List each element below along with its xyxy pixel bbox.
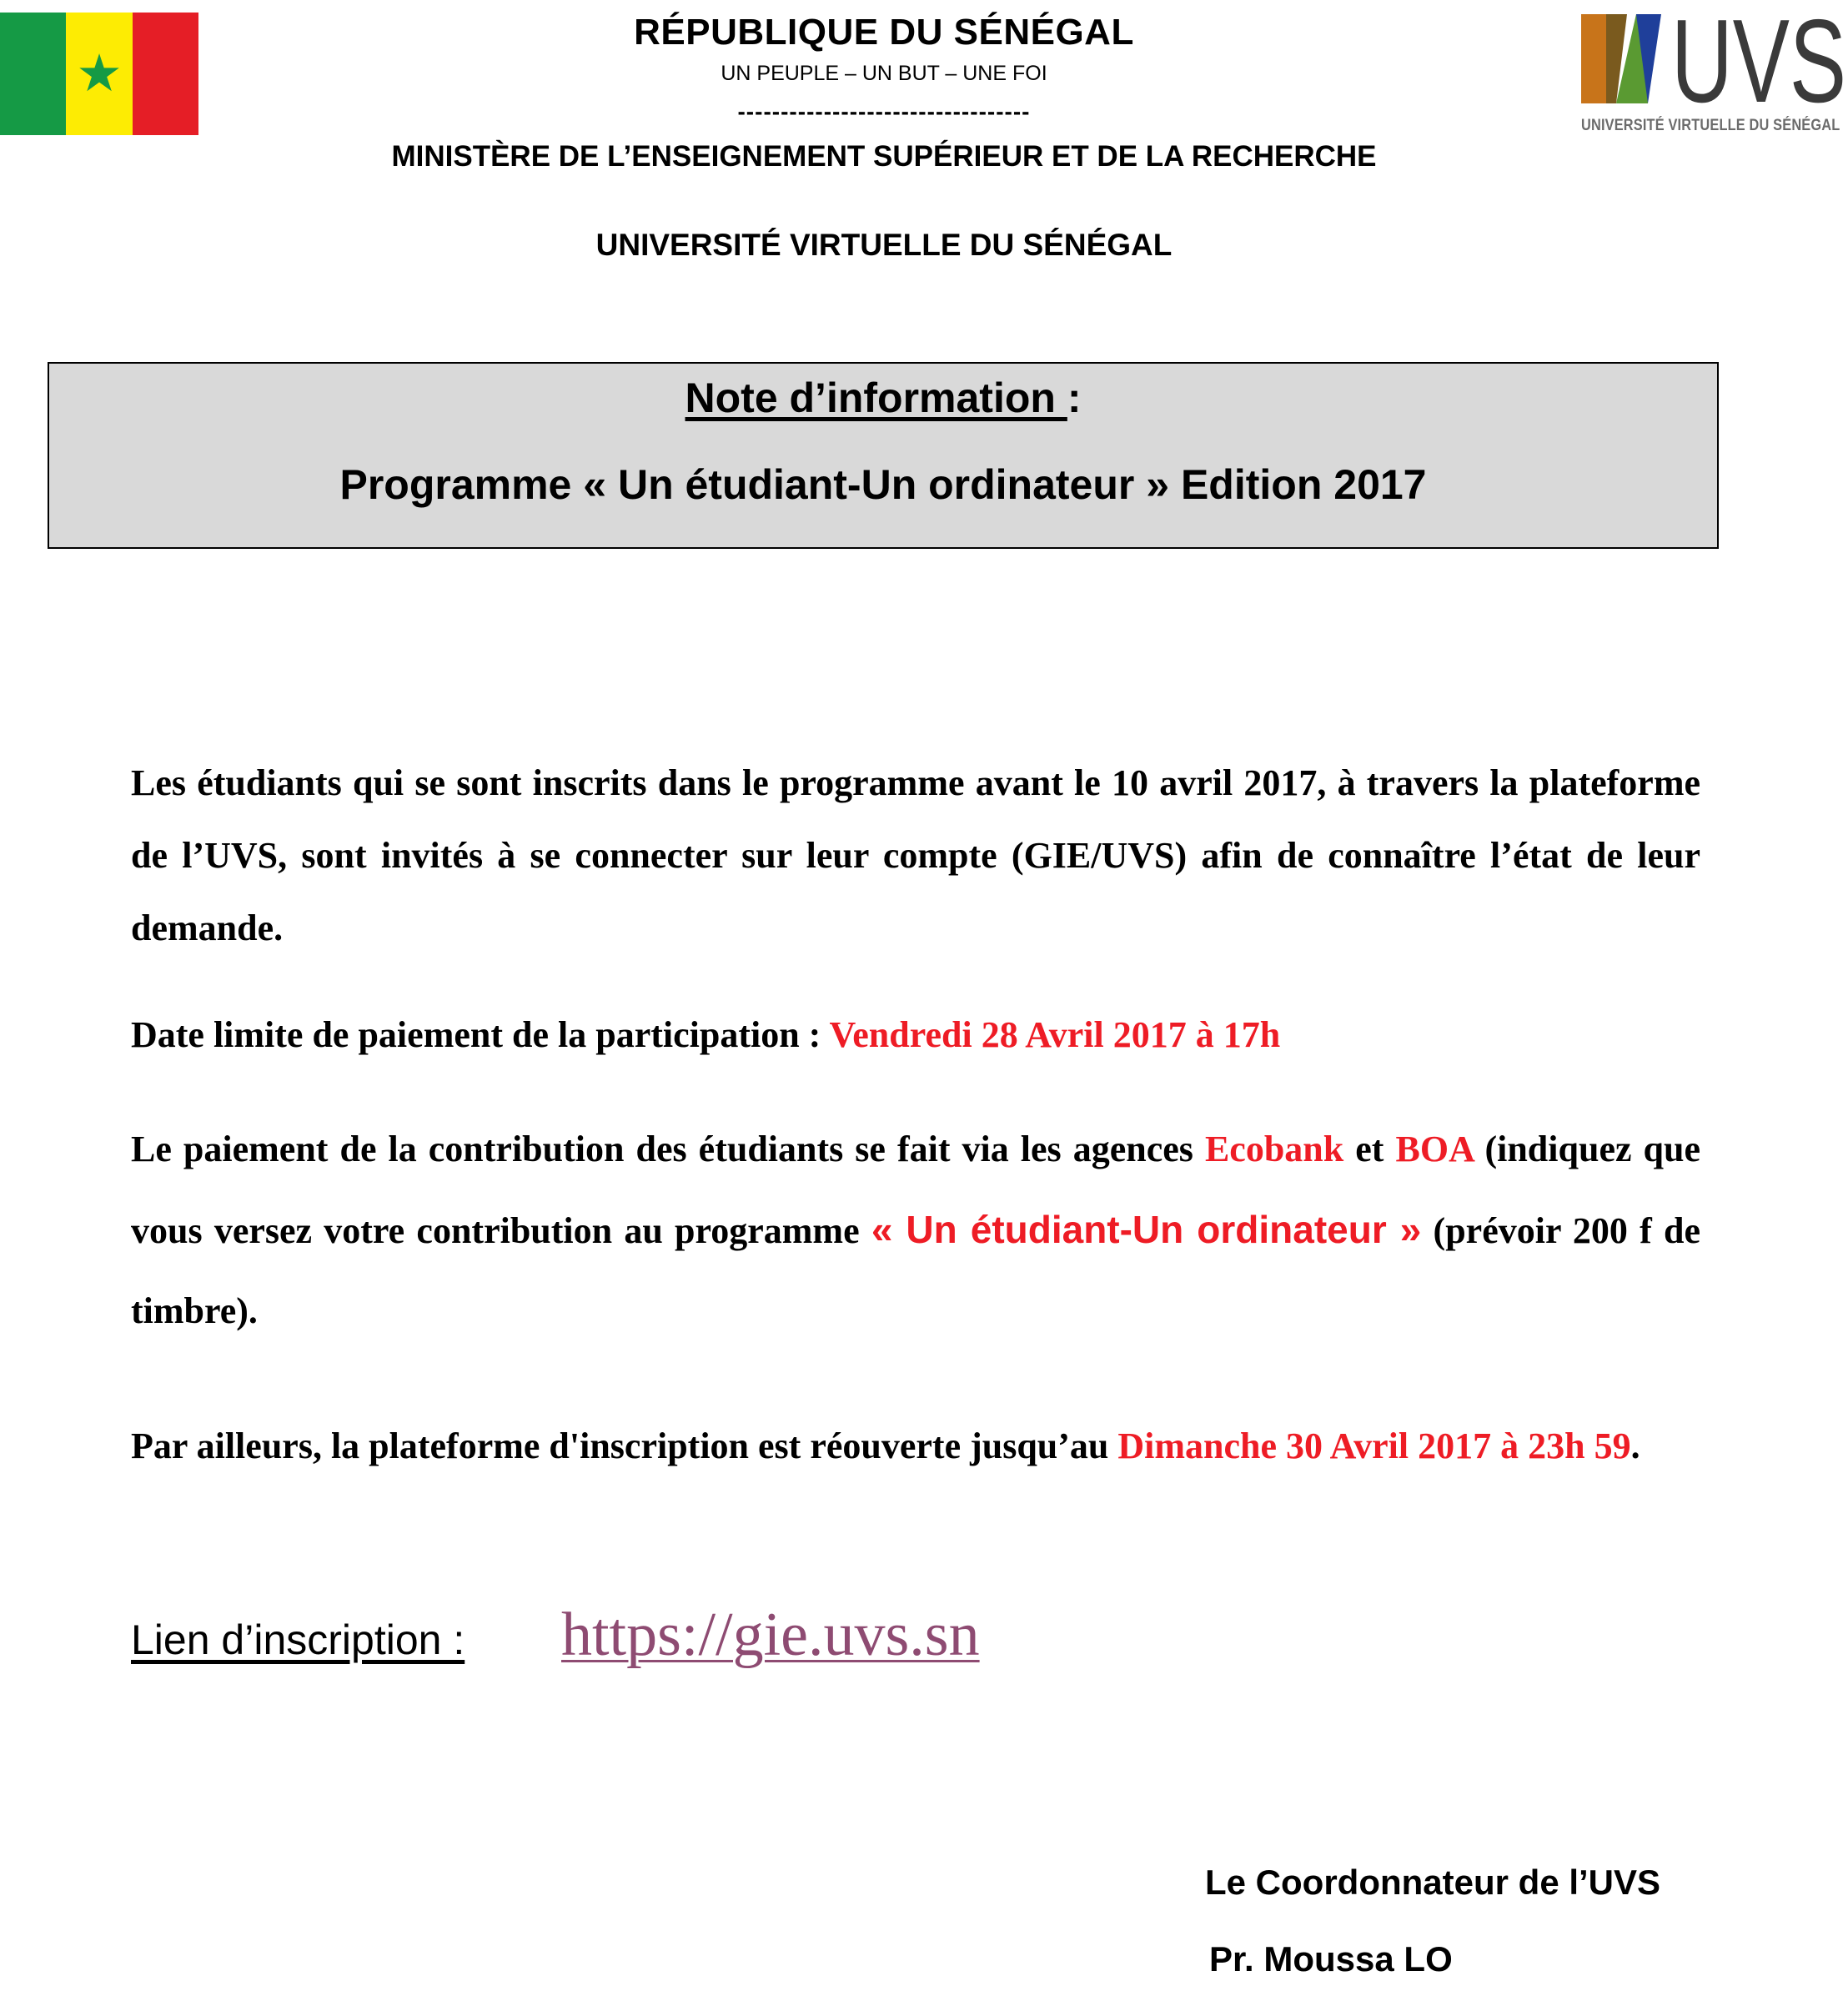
deadline-label: Date limite de paiement de la participation : <box>131 1014 830 1055</box>
national-motto: UN PEUPLE – UN BUT – UNE FOI <box>721 62 1047 85</box>
registration-link-label: Lien d’inscription : <box>131 1616 465 1663</box>
reopening-date: Dimanche 30 Avril 2017 à 23h 59 <box>1117 1425 1631 1466</box>
uvs-logo <box>1581 12 1848 137</box>
payment-text-c: (indiquez que vous versez votre contribution au programme <box>131 1129 1701 1251</box>
program-title: Programme « Un étudiant-Un ordinateur » Edition 2017 <box>339 461 1427 508</box>
paragraph-reopening <box>131 1410 1700 1482</box>
paragraph-payment <box>131 1109 1700 1351</box>
paragraph-registration: Les étudiants qui se sont inscrits dans le programme avant le 10 avril 2017, à travers la plateforme de l’UVS, sont invités à se connecter sur leur compte (GIE/UVS) afin de connaître l’état de leur demande. <box>131 762 1700 948</box>
payment-text-a: Le paiement de la contribution des étudiants se fait via les agences <box>131 1129 1205 1169</box>
program-name: « Un étudiant-Un ordinateur » <box>871 1208 1422 1251</box>
deadline-date: Vendredi 28 Avril 2017 à 17h <box>829 1014 1281 1055</box>
note-title-text: Note d’information <box>685 375 1067 421</box>
reopening-text: Par ailleurs, la plateforme d'inscription est réouverte jusqu’au <box>131 1425 1118 1466</box>
country-name: RÉPUBLIQUE DU SÉNÉGAL <box>634 12 1134 53</box>
registration-link[interactable]: https://gie.uvs.sn <box>561 1601 980 1669</box>
header-separator: ---------------------------------- <box>737 98 1031 124</box>
bank-boa: BOA <box>1395 1129 1474 1169</box>
uvs-logo-letters: UVS <box>1671 12 1846 117</box>
signature-role: Le Coordonnateur de l’UVS <box>1205 1863 1661 1902</box>
payment-text-b: et <box>1343 1129 1396 1169</box>
payment-text-d: (prévoir 200 f de timbre). <box>131 1210 1700 1331</box>
signature-name: Pr. Moussa LO <box>1209 1939 1453 1978</box>
title-box <box>48 362 1719 549</box>
uvs-logo-caption: UNIVERSITÉ VIRTUELLE DU SÉNÉGAL <box>1581 117 1840 134</box>
reopening-end: . <box>1630 1425 1640 1466</box>
paragraph-deadline <box>131 1013 1700 1057</box>
note-title <box>49 374 1717 422</box>
uvs-logo-mark <box>1581 12 1848 117</box>
university-name: UNIVERSITÉ VIRTUELLE DU SÉNÉGAL <box>595 228 1173 262</box>
note-title-colon: : <box>1067 375 1082 421</box>
flag-star-icon: ★ <box>76 42 123 103</box>
bank-ecobank: Ecobank <box>1204 1129 1344 1169</box>
ministry-name: MINISTÈRE DE L’ENSEIGNEMENT SUPÉRIEUR ET DE LA RECHERCHE <box>391 140 1377 173</box>
